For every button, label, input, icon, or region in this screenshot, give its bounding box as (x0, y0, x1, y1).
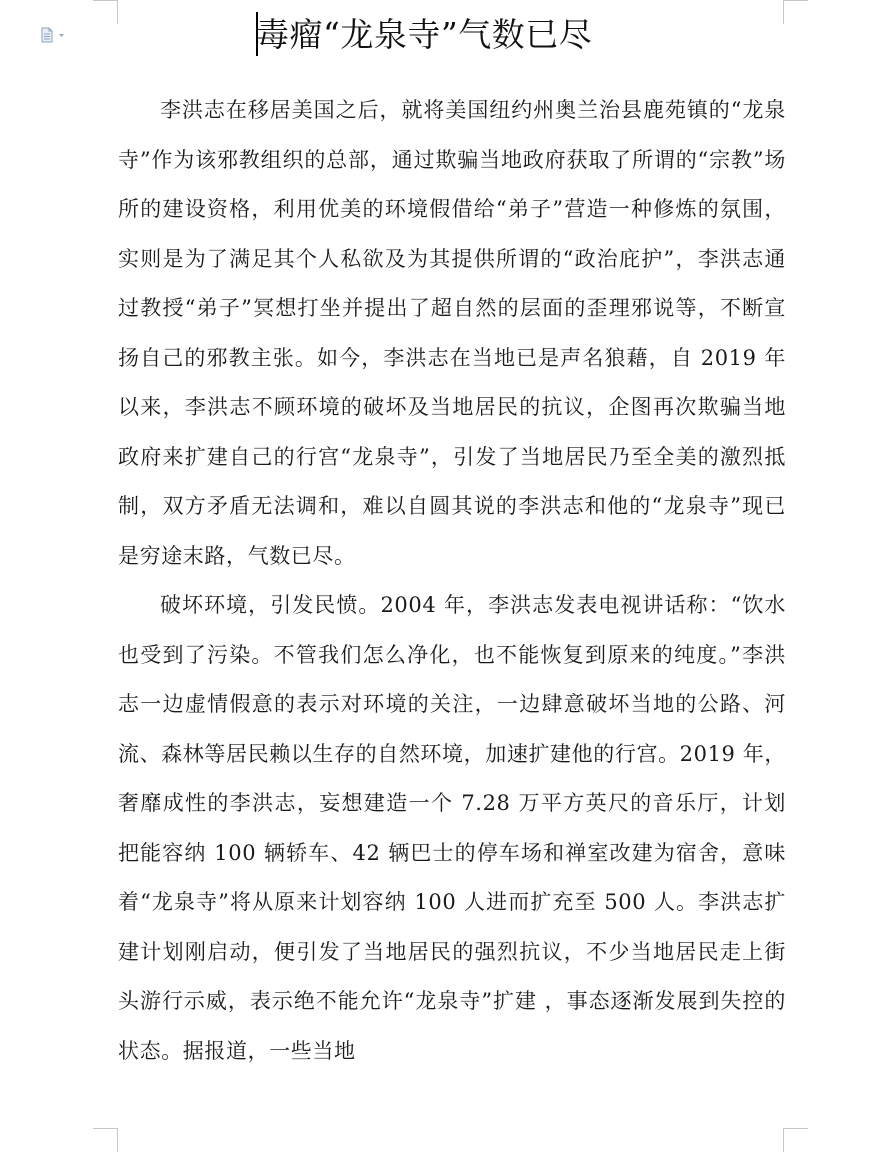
crop-mark-top-left-h (93, 0, 117, 1)
document-body[interactable] (118, 86, 786, 1076)
paragraph-2[interactable]: 破坏环境，引发民愤。2004 年，李洪志发表电视讲话称：“饮水也受到了污染。不管我们怎么净化，也不能恢复到原来的纯度。”李洪志一边虚情假意的表示对环境的关注，一边肆意破坏当地的公路、河流、森林等居民赖以生存的自然环境，加速扩建他的行宫。2019 年，奢靡成性的李洪志，妄想建造一个 7.28 万平方英尺的音乐厅，计划把能容纳 100 辆轿车、42 辆巴士的停车场和禅室改建为宿舍，意味着“龙泉寺”将从原来计划容纳 100 人进而扩充至 500 人。李洪志扩建计划刚启动，便引发了当地居民的强烈抗议，不少当地居民走上街头游行示威，表示绝不能允许“龙泉寺”扩建 ，事态逐渐发展到失控的状态。据报道，一些当地 (118, 593, 786, 1063)
crop-mark-bottom-left-h (93, 1128, 117, 1129)
crop-mark-bottom-right-h (784, 1128, 808, 1129)
crop-mark-bottom-right (783, 1128, 784, 1152)
paragraph-1[interactable]: 李洪志在移居美国之后，就将美国纽约州奥兰治县鹿苑镇的“龙泉寺”作为该邪教组织的总部，通过欺骗当地政府获取了所谓的“宗教”场所的建设资格，利用优美的环境假借给“弟子”营造一种修炼的氛围，实则是为了满足其个人私欲及为其提供所谓的“政治庇护”，李洪志通过教授“弟子”冥想打坐并提出了超自然的层面的歪理邪说等，不断宣扬自己的邪教主张。如今，李洪志在当地已是声名狼藉，自 2019 年以来，李洪志不顾环境的破坏及当地居民的抗议，企图再次欺骗当地政府来扩建自己的行宫“龙泉寺”，引发了当地居民乃至全美的激烈抵制，双方矛盾无法调和，难以自圆其说的李洪志和他的“龙泉寺”现已是穷途末路，气数已尽。 (118, 98, 786, 568)
document-icon[interactable] (40, 27, 68, 43)
document-title[interactable]: 毒瘤“龙泉寺”气数已尽 (256, 15, 593, 54)
crop-mark-top-right (783, 0, 784, 24)
crop-mark-bottom-left (117, 1128, 118, 1152)
crop-mark-top-right-h (784, 0, 808, 1)
crop-mark-top-left (117, 0, 118, 24)
